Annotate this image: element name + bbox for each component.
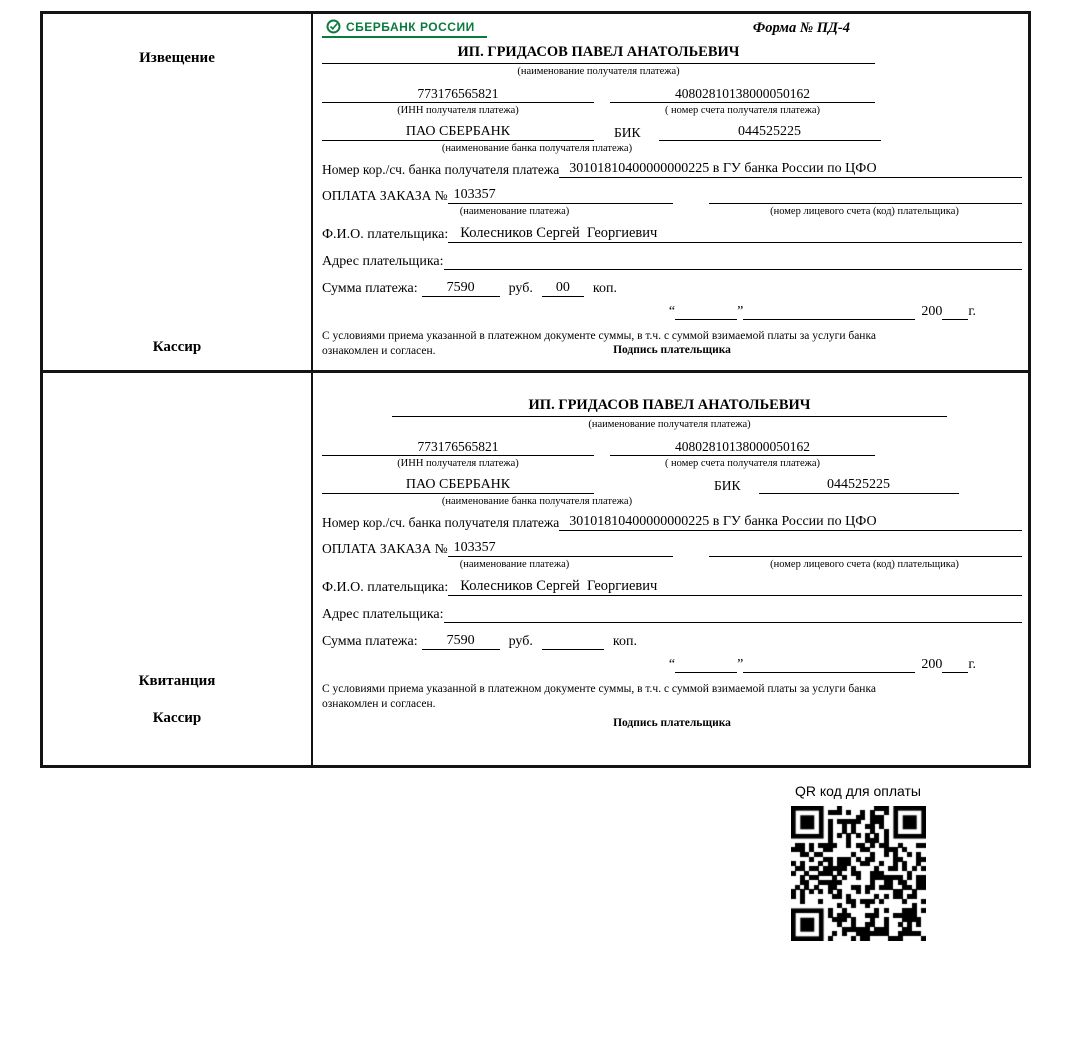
purpose-captions-row bbox=[322, 206, 1022, 217]
corr-account-label: Номер кор./сч. банка получателя платежа bbox=[322, 162, 560, 177]
sum-kop-value: 00 bbox=[542, 280, 584, 297]
bank-name: ПАО СБЕРБАНК bbox=[322, 477, 594, 494]
payer-name-value: Колесников Сергей Георгиевич bbox=[448, 578, 1022, 596]
corr-account-label: Номер кор./сч. банка получателя платежа bbox=[322, 515, 560, 530]
date-year-blank bbox=[942, 304, 968, 320]
date-quote-close: ” bbox=[737, 304, 744, 319]
date-year-blank bbox=[942, 657, 968, 673]
inn-caption: (ИНН получателя платежа) bbox=[397, 458, 519, 469]
corr-account-row bbox=[322, 514, 1022, 531]
sberbank-logo-text: СБЕРБАНК РОССИИ bbox=[346, 19, 475, 34]
sberbank-logo-icon bbox=[326, 19, 341, 34]
bik-label: БИК bbox=[614, 125, 641, 140]
notice-label: Извещение bbox=[139, 50, 215, 66]
payer-address-label: Адрес плательщика: bbox=[322, 254, 444, 269]
date-row bbox=[322, 304, 976, 320]
purpose-label: ОПЛАТА ЗАКАЗА № bbox=[322, 188, 448, 203]
payer-address-blank bbox=[444, 606, 1022, 623]
purpose-label: ОПЛАТА ЗАКАЗА № bbox=[322, 541, 448, 556]
purpose-caption: (наименование платежа) bbox=[459, 559, 570, 570]
notice-right-column bbox=[313, 14, 1028, 370]
signature-label: Подпись плательщика bbox=[613, 343, 731, 356]
account-value: 40802810138000050162 bbox=[610, 439, 875, 456]
bank-caption: (наименование банка получателя платежа) bbox=[441, 496, 633, 507]
payment-form-pd4 bbox=[40, 11, 1031, 768]
bank-caption: (наименование банка получателя платежа) bbox=[441, 143, 633, 154]
qr-caption: QR код для оплаты bbox=[794, 783, 921, 799]
corr-account-value: 30101810400000000225 в ГУ банка России по ЦФО bbox=[559, 161, 1022, 178]
payment-purpose-row bbox=[322, 540, 1022, 557]
payee-name: ИП. ГРИДАСОВ ПАВЕЛ АНАТОЛЬЕВИЧ bbox=[322, 44, 875, 64]
kop-label: коп. bbox=[612, 634, 637, 649]
form-number: Форма № ПД-4 bbox=[752, 20, 850, 36]
purpose-caption: (наименование платежа) bbox=[459, 206, 570, 217]
sum-kop-value bbox=[542, 649, 604, 650]
date-year-prefix: 200 bbox=[921, 657, 943, 672]
bik-value: 044525225 bbox=[759, 477, 959, 494]
receipt-label: Квитанция bbox=[138, 673, 216, 689]
payer-address-row bbox=[322, 253, 1022, 270]
sum-label: Сумма платежа: bbox=[322, 281, 418, 296]
date-day-blank bbox=[675, 304, 737, 320]
payer-address-blank bbox=[444, 253, 1022, 270]
receipt-right-column bbox=[313, 373, 1028, 765]
date-row bbox=[322, 657, 976, 673]
bik-value: 044525225 bbox=[659, 124, 881, 141]
receipt-section bbox=[43, 370, 1028, 765]
inn-account-captions bbox=[322, 105, 1022, 116]
payer-name-row bbox=[322, 225, 1022, 243]
account-value: 40802810138000050162 bbox=[610, 86, 875, 103]
payer-name-row bbox=[322, 578, 1022, 596]
sberbank-logo bbox=[322, 17, 487, 38]
date-quote-open: “ bbox=[668, 304, 676, 319]
rub-label: руб. bbox=[508, 281, 533, 296]
bank-row bbox=[322, 124, 1022, 141]
payee-caption: (наименование получателя платежа) bbox=[588, 419, 751, 430]
payer-name-label: Ф.И.О. плательщика: bbox=[322, 580, 449, 595]
personal-account-blank bbox=[709, 203, 1022, 204]
sum-rub-value: 7590 bbox=[422, 633, 500, 650]
notice-section bbox=[43, 14, 1028, 370]
notice-cashier-label: Кассир bbox=[152, 339, 202, 355]
account-caption: ( номер счета получателя платежа) bbox=[664, 458, 821, 469]
payment-sum-row bbox=[322, 280, 1022, 297]
kop-label: коп. bbox=[592, 281, 617, 296]
date-month-blank bbox=[743, 657, 915, 673]
personal-account-caption: (номер лицевого счета (код) плательщика) bbox=[770, 559, 959, 570]
qr-code bbox=[791, 806, 926, 941]
payer-address-row bbox=[322, 606, 1022, 623]
date-quote-open: “ bbox=[668, 657, 676, 672]
notice-header-row bbox=[322, 17, 1022, 44]
qr-block bbox=[788, 783, 928, 941]
payer-name-value: Колесников Сергей Георгиевич bbox=[448, 225, 1022, 243]
purpose-captions-row bbox=[322, 559, 1022, 570]
personal-account-caption: (номер лицевого счета (код) плательщика) bbox=[770, 206, 959, 217]
inn-value: 773176565821 bbox=[322, 86, 594, 103]
rub-label: руб. bbox=[508, 634, 533, 649]
payment-sum-row bbox=[322, 633, 1022, 650]
personal-account-blank bbox=[709, 556, 1022, 557]
bank-row bbox=[322, 477, 1022, 494]
inn-value: 773176565821 bbox=[322, 439, 594, 456]
date-day-blank bbox=[675, 657, 737, 673]
sum-rub-value: 7590 bbox=[422, 280, 500, 297]
corr-account-value: 30101810400000000225 в ГУ банка России по ЦФО bbox=[559, 514, 1022, 531]
purpose-value: 103357 bbox=[448, 540, 673, 557]
payer-address-label: Адрес плательщика: bbox=[322, 607, 444, 622]
payment-purpose-row bbox=[322, 187, 1022, 204]
receipt-cashier-label: Кассир bbox=[152, 710, 202, 726]
inn-account-row bbox=[322, 439, 1022, 456]
bik-label: БИК bbox=[714, 478, 741, 493]
notice-left-column bbox=[43, 14, 313, 370]
terms-text: С условиями приема указанной в платежном документе суммы, в т.ч. с суммой взимаемой платы за услуги банка ознакомлен и согласен. bbox=[322, 683, 876, 710]
signature-label: Подпись плательщика bbox=[613, 716, 731, 729]
inn-account-captions bbox=[322, 458, 1022, 469]
inn-account-row bbox=[322, 86, 1022, 103]
purpose-value: 103357 bbox=[448, 187, 673, 204]
account-caption: ( номер счета получателя платежа) bbox=[664, 105, 821, 116]
date-month-blank bbox=[743, 304, 915, 320]
date-year-suffix: г. bbox=[968, 657, 976, 672]
payee-caption: (наименование получателя платежа) bbox=[517, 66, 680, 77]
date-quote-close: ” bbox=[737, 657, 744, 672]
terms-text: С условиями приема указанной в платежном документе суммы, в т.ч. с суммой взимаемой платы за услуги банка ознакомлен и согласен. bbox=[322, 330, 876, 357]
corr-account-row bbox=[322, 161, 1022, 178]
inn-caption: (ИНН получателя платежа) bbox=[397, 105, 519, 116]
sum-label: Сумма платежа: bbox=[322, 634, 418, 649]
date-year-prefix: 200 bbox=[921, 304, 943, 319]
date-year-suffix: г. bbox=[968, 304, 976, 319]
payee-name: ИП. ГРИДАСОВ ПАВЕЛ АНАТОЛЬЕВИЧ bbox=[392, 397, 947, 417]
payer-name-label: Ф.И.О. плательщика: bbox=[322, 227, 449, 242]
receipt-left-column bbox=[43, 373, 313, 765]
bank-name: ПАО СБЕРБАНК bbox=[322, 124, 594, 141]
